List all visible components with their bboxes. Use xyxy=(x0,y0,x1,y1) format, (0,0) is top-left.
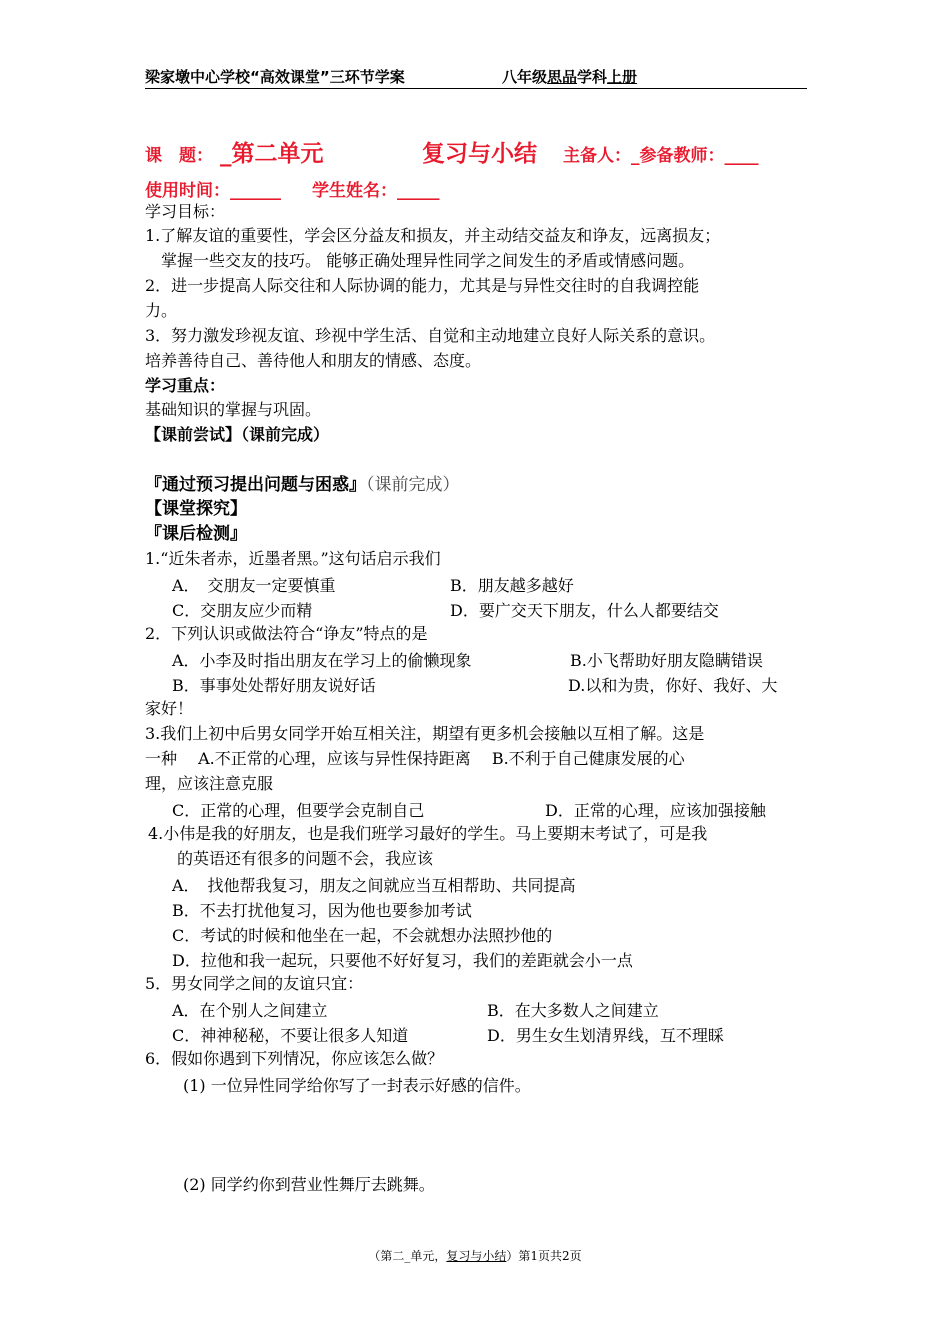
volume: 上册 xyxy=(607,68,638,86)
option: A．在个别人之间建立 xyxy=(172,1001,328,1020)
page-header xyxy=(145,66,807,89)
grade: 八年级 xyxy=(502,68,548,86)
focus-heading: 学习重点： xyxy=(145,376,226,395)
option: D．拉他和我一起玩，只要他不好好复习，我们的差距就会小一点 xyxy=(172,951,633,970)
option: D．正常的心理，应该加强接触 xyxy=(545,801,766,820)
option: B．不去打扰他复习，因为他也要参加考试 xyxy=(172,901,472,920)
topic-label: 课 题： xyxy=(145,146,213,166)
footer-title: 复习与小结 xyxy=(446,1249,507,1263)
objective-line: 3．努力激发珍视友谊、珍视中学生活、自觉和主动地建立良好人际关系的意识。 xyxy=(145,326,716,345)
use-time-label: 使用时间：______ xyxy=(145,181,281,201)
option: C．神神秘秘，不要让很多人知道 xyxy=(172,1026,409,1045)
topic-title: 复习与小结 xyxy=(422,141,537,167)
option: A． 找他帮我复习，朋友之间就应当互相帮助、共同提高 xyxy=(172,876,576,895)
objective-line: 掌握一些交友的技巧。 能够正确处理异性同学之间发生的矛盾或情感问题。 xyxy=(145,251,695,270)
topic-unit: _第二单元 xyxy=(220,141,324,167)
option: C．考试的时候和他坐在一起，不会就想办法照抄他的 xyxy=(172,926,553,945)
sub-question: (1) 一位异性同学给你写了一封表示好感的信件。 xyxy=(183,1076,531,1095)
option: A． 交朋友一定要慎重 xyxy=(172,576,336,595)
option-continuation: 家好！ xyxy=(145,699,194,718)
subject: 思品 xyxy=(547,68,578,86)
option: D．要广交天下朋友，什么人都要结交 xyxy=(450,601,719,620)
question-4: 4.小伟是我的好朋友，也是我们班学习最好的学生。马上要期末考试了，可是我 xyxy=(148,824,708,843)
objectives-heading: 学习目标： xyxy=(145,202,226,221)
focus-content: 基础知识的掌握与巩固。 xyxy=(145,400,322,419)
page-footer: （第二_单元，复习与小结）第1页共2页 xyxy=(368,1249,582,1263)
question-3: 3.我们上初中后男女同学开始互相关注，期望有更多机会接触以互相了解。这是 xyxy=(145,724,705,743)
option: B．事事处处帮好朋友说好话 xyxy=(172,676,376,695)
question-2: 2．下列认识或做法符合“诤友”特点的是 xyxy=(145,624,428,643)
option: B.小飞帮助好朋友隐瞒错误 xyxy=(570,651,763,670)
question-6: 6．假如你遇到下列情况，你应该怎么做？ xyxy=(145,1049,444,1068)
preparer-label: 主备人：_参备教师：____ xyxy=(563,146,759,166)
question-1: 1.“近朱者赤，近墨者黑。”这句话启示我们 xyxy=(145,549,441,568)
question-5: 5．男女同学之间的友谊只宜： xyxy=(145,974,364,993)
option: A．小李及时指出朋友在学习上的偷懒现象 xyxy=(172,651,472,670)
option: C．正常的心理，但要学会克制自己 xyxy=(172,801,425,820)
subject-suffix: 学科 xyxy=(577,68,608,86)
student-name-label: 学生姓名：_____ xyxy=(312,181,440,201)
objective-line: 力。 xyxy=(145,301,178,320)
objective-line: 1.了解友谊的重要性，学会区分益友和损友，并主动结交益友和诤友，远离损友； xyxy=(145,226,721,245)
preview-section: 『通过预习提出问题与困惑』（课前完成） xyxy=(145,475,460,495)
option: C．交朋友应少而精 xyxy=(172,601,313,620)
question-3-line: 理，应该注意克服 xyxy=(145,774,274,793)
sub-question: (2) 同学约你到营业性舞厅去跳舞。 xyxy=(183,1175,435,1194)
option: B．朋友越多越好 xyxy=(450,576,574,595)
explore-section: 【课堂探究】 xyxy=(145,499,247,519)
objective-line: 培养善待自己、善待他人和朋友的情感、态度。 xyxy=(145,351,482,370)
grade-subject xyxy=(502,66,637,87)
after-class-section: 『课后检测』 xyxy=(145,524,247,544)
option: B．在大多数人之间建立 xyxy=(487,1001,659,1020)
pre-class-section: 【课前尝试】（课前完成） xyxy=(145,425,330,444)
question-3-line: 一种 A.不正常的心理，应该与异性保持距离 B.不利于自己健康发展的心 xyxy=(145,749,685,768)
option: D．男生女生划清界线，互不理睬 xyxy=(487,1026,724,1045)
question-4-line: 的英语还有很多的问题不会，我应该 xyxy=(177,849,434,868)
school-title: 梁家墩中心学校“高效课堂”三环节学案 xyxy=(145,68,405,86)
objective-line: 2．进一步提高人际交往和人际协调的能力，尤其是与异性交往时的自我调控能 xyxy=(145,276,700,295)
option: D.以和为贵，你好、我好、大 xyxy=(568,676,778,695)
